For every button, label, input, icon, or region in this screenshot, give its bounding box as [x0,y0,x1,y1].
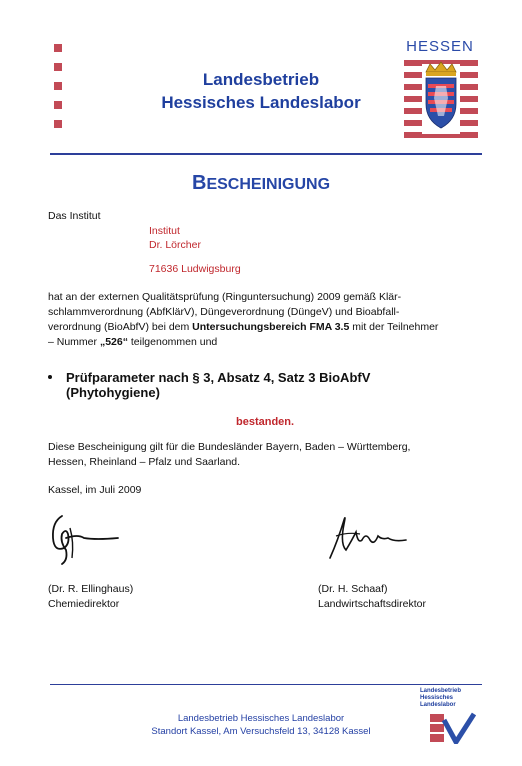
recipient-line1: Institut [149,225,180,237]
signatory2-role: Landwirtschaftsdirektor [318,598,426,610]
footer-logo-icon [428,712,476,744]
para1-line4-a: – Nummer [48,336,100,348]
side-square [54,120,62,128]
side-square [54,44,62,52]
title-initial: B [191,172,207,194]
result-text: bestanden. [236,416,295,428]
recipient-address: 71636 Ludwigsburg [149,263,241,275]
validity-line2: Hessen, Rheinland – Pfalz und Saarland. [48,456,241,468]
test-parameter [66,370,370,400]
para1-line1: hat an der externen Qualitätsprüfung (Ringuntersuchung) 2009 gemäß Klär- [48,291,402,303]
recipient-line2: Dr. Lörcher [149,239,201,251]
para1-line3-c: mit der Teilnehmer [349,321,439,333]
para1-line3-a: verordnung (BioAbfV) bei dem [48,321,193,333]
exam-area: Untersuchungsbereich FMA 3.5 [192,321,350,333]
participant-number: „526“ [99,336,128,348]
footer-line1: Landesbetrieb Hessisches Landeslabor [177,713,345,724]
intro-text: Das Institut [48,210,101,222]
footer-divider [50,684,482,685]
title-rest: ESCHEINIGUNG [206,176,331,193]
signature-schaaf [322,510,412,565]
hessen-crest-icon [404,58,478,138]
org-name-line1: Landesbetrieb [202,70,320,89]
para1-line4 [48,335,217,350]
footer-logo-line3: Landeslabor [420,702,456,708]
place-date: Kassel, im Juli 2009 [48,484,142,496]
footer-logo-line2: Hessisches [420,695,454,701]
signature-ellinghaus [44,508,124,568]
footer-logo-text [420,688,476,709]
signatory1-role: Chemiedirektor [48,598,120,610]
signatory1-name: (Dr. R. Ellinghaus) [48,583,134,595]
org-name-line2: Hessisches Landeslabor [161,93,361,112]
para1-line3 [48,320,438,335]
state-name: HESSEN [406,38,474,55]
param-line2: (Phytohygiene) [66,385,160,400]
para1-line2: schlammverordnung (AbfKlärV), Düngeverordnung (DüngeV) und Bioabfall- [48,306,400,318]
param-line1: Prüfparameter nach § 3, Absatz 4, Satz 3 BioAbfV [66,370,371,385]
validity-line1: Diese Bescheinigung gilt für die Bundesländer Bayern, Baden – Württemberg, [48,441,411,453]
document-title [0,172,522,195]
header-divider [50,153,482,155]
footer-logo-line1: Landesbetrieb [420,688,462,694]
bullet-icon [48,375,52,379]
signatory2-name: (Dr. H. Schaaf) [318,583,388,595]
footer-line2: Standort Kassel, Am Versuchsfeld 13, 34128 Kassel [151,726,371,737]
para1-line4-c: teilgenommen und [127,336,218,348]
